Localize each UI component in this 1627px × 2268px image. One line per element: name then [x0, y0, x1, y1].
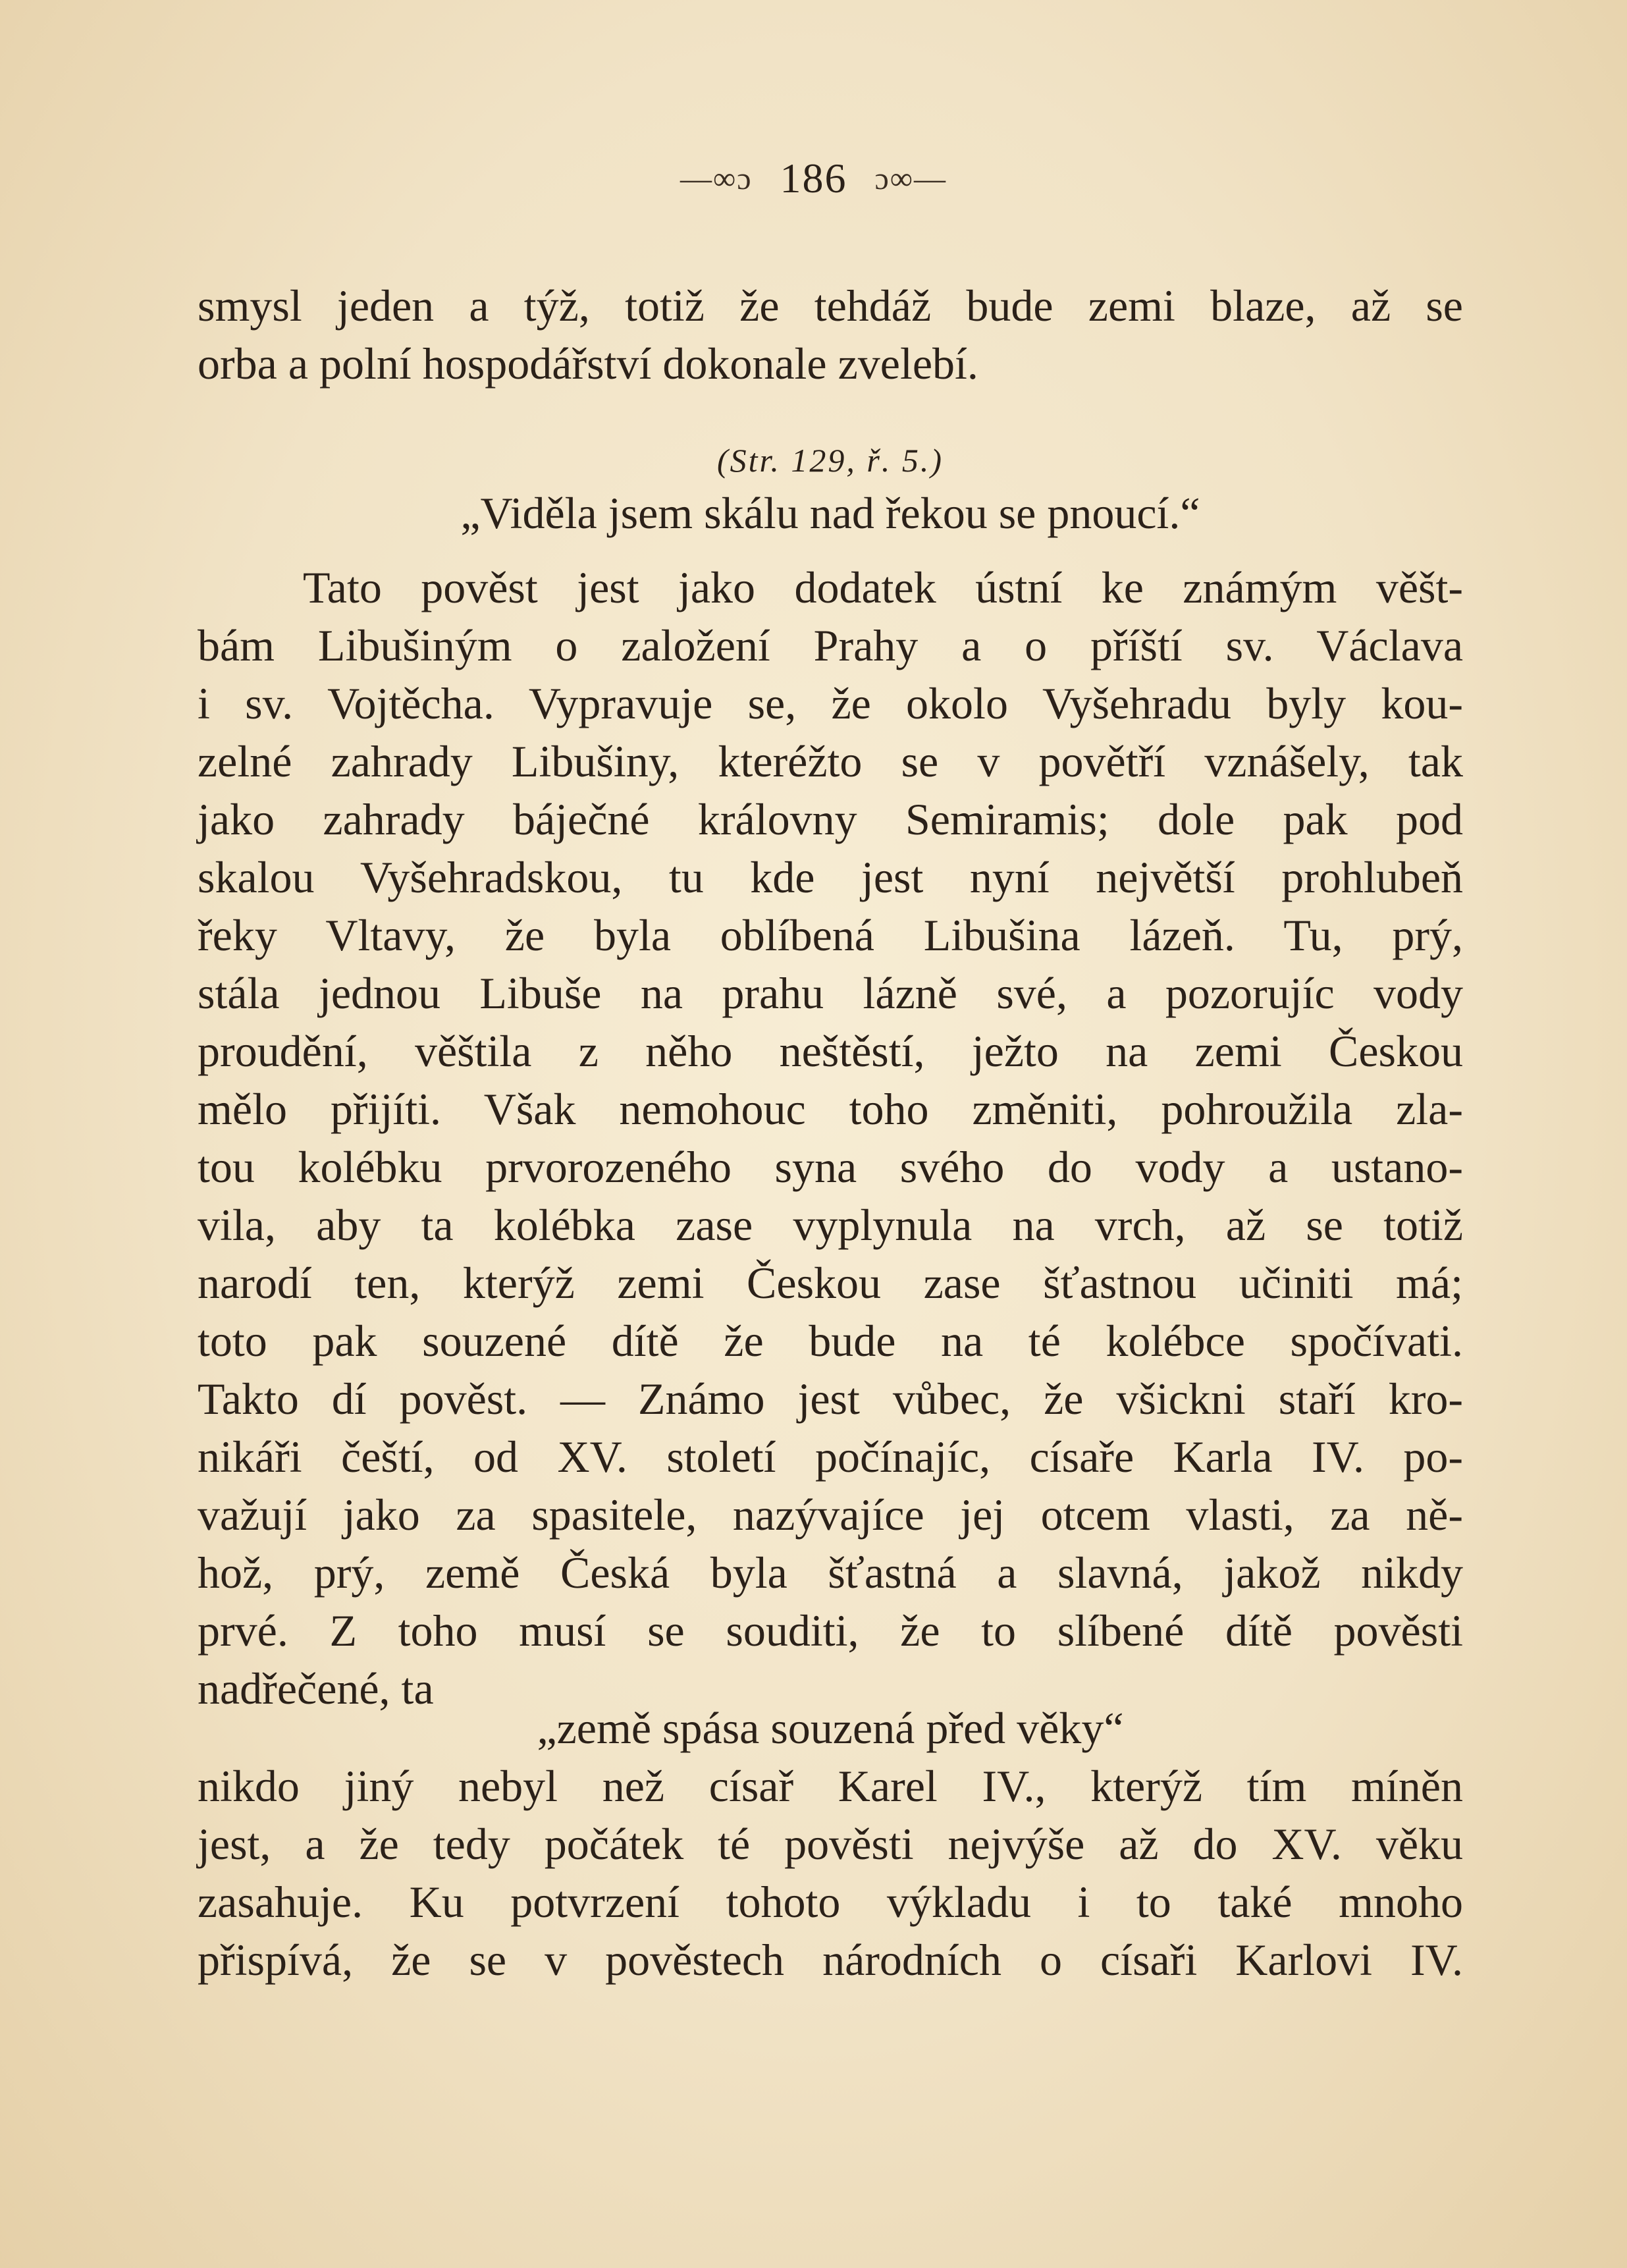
text-line: řeky Vltavy, že byla oblíbená Libušina lázeň. Tu, prý,	[198, 910, 1463, 960]
text-line: Takto dí pověst. — Známo jest vůbec, že všickni staří kro-	[198, 1374, 1463, 1424]
left-ornament: —∞ɔ	[680, 161, 753, 196]
text-line: narodí ten, kterýž zemi Českou zase šťastnou učiniti má;	[198, 1258, 1463, 1308]
quoted-verse: „Viděla jsem skálu nad řekou se pnoucí.“	[460, 488, 1200, 538]
text-line: mělo přijíti. Však nemohouc toho změniti, pohroužila zla-	[198, 1084, 1463, 1134]
quoted-verse: „země spása souzená před věky“	[537, 1703, 1124, 1753]
text-line: smysl jeden a týž, totiž že tehdáž bude zemi blaze, až se	[198, 281, 1463, 331]
quote-block-1	[198, 484, 1463, 542]
text-line: nikdo jiný nebyl než císař Karel IV., kterýž tím míněn	[198, 1761, 1463, 1811]
text-line: zelné zahrady Libušiny, kteréžto se v povětří vznášely, tak	[198, 736, 1463, 786]
paragraph-opening	[198, 277, 1463, 392]
text-line: orba a polní hospodářství dokonale zvelebí.	[198, 338, 978, 389]
text-line: tou kolébku prvorozeného syna svého do vody a ustano-	[198, 1142, 1463, 1192]
text-line: i sv. Vojtěcha. Vypravuje se, že okolo Vyšehradu byly kou-	[198, 678, 1463, 728]
text-line: Tato pověst jest jako dodatek ústní ke známým věšt-	[303, 562, 1463, 612]
reference-block	[198, 431, 1463, 489]
paragraph-closing	[198, 1757, 1463, 1989]
text-line: prvé. Z toho musí se souditi, že to slíbené dítě pověsti	[198, 1606, 1463, 1656]
text-line: hož, prý, země Česká byla šťastná a slavná, jakož nikdy	[198, 1548, 1463, 1598]
text-line: zasahuje. Ku potvrzení tohoto výkladu i to také mnoho	[198, 1877, 1463, 1927]
page-number: 186	[780, 155, 847, 202]
text-line: jest, a že tedy počátek té pověsti nejvýše až do XV. věku	[198, 1819, 1463, 1869]
paragraph-main	[198, 558, 1463, 1717]
text-line: skalou Vyšehradskou, tu kde jest nyní největší prohlubeň	[198, 852, 1463, 902]
text-line: toto pak souzené dítě že bude na té kolébce spočívati.	[198, 1316, 1463, 1366]
text-line: proudění, věštila z něho neštěstí, ježto na zemi Českou	[198, 1026, 1463, 1076]
reference-note: (Str. 129, ř. 5.)	[716, 442, 944, 479]
text-line: vila, aby ta kolébka zase vyplynula na vrch, až se totiž	[198, 1200, 1463, 1250]
text-line: bám Libušiným o založení Prahy a o příští sv. Václava	[198, 620, 1463, 670]
text-line: važují jako za spasitele, nazývajíce jej otcem vlasti, za ně-	[198, 1490, 1463, 1540]
quote-block-2	[198, 1699, 1463, 1757]
text-line: nikáři čeští, od XV. století počínajíc, císaře Karla IV. po-	[198, 1432, 1463, 1482]
text-line: přispívá, že se v pověstech národních o císaři Karlovi IV.	[198, 1935, 1463, 1985]
text-line: nadřečené, ta	[198, 1663, 434, 1714]
text-line: jako zahrady báječné královny Semiramis; dole pak pod	[198, 794, 1463, 844]
page-header	[0, 150, 1627, 203]
text-line: stála jednou Libuše na prahu lázně své, a pozorujíc vody	[198, 968, 1463, 1018]
right-ornament: ɔ∞—	[874, 161, 947, 196]
